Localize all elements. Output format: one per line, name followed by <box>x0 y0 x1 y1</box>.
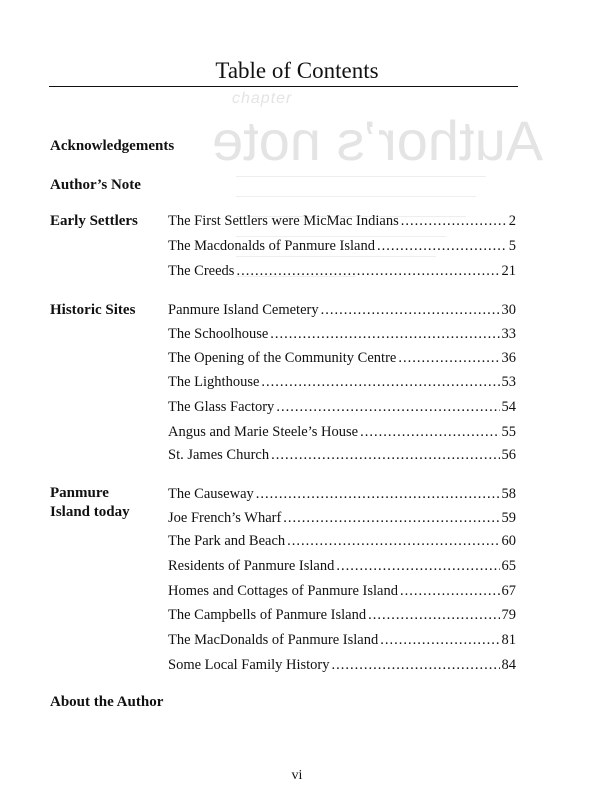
dot-leader <box>283 508 499 528</box>
bleed-through-kicker: chapter <box>232 90 293 107</box>
toc-entry-title: The Park and Beach <box>168 533 286 549</box>
toc-entry <box>168 630 516 650</box>
toc-entry <box>168 422 516 442</box>
dot-leader <box>256 484 500 504</box>
toc-entry-page: 58 <box>501 486 516 502</box>
toc-entry-page: 81 <box>501 632 516 648</box>
toc-entry-page: 67 <box>501 583 516 599</box>
toc-entry-page: 54 <box>501 399 516 415</box>
dot-leader <box>236 261 499 281</box>
dot-leader <box>332 655 500 675</box>
dot-leader <box>360 422 499 442</box>
toc-entry-title: Angus and Marie Steele’s House <box>168 424 359 440</box>
toc-entry <box>168 348 516 368</box>
dot-leader <box>336 556 499 576</box>
toc-entry <box>168 211 516 231</box>
bleed-through-title: Author’s note <box>212 109 544 172</box>
toc-entry-page: 56 <box>501 447 516 463</box>
dot-leader <box>271 445 499 465</box>
toc-entry <box>168 324 516 344</box>
page-title: Table of Contents <box>215 58 379 83</box>
toc-entry <box>168 300 516 320</box>
heading-historic-sites: Historic Sites <box>50 302 136 318</box>
toc-entry-page: 21 <box>501 263 516 279</box>
toc-entry <box>168 445 516 465</box>
toc-entry-page: 59 <box>501 510 516 526</box>
dot-leader <box>401 211 507 231</box>
dot-leader <box>380 630 499 650</box>
toc-entry-page: 30 <box>501 302 516 318</box>
bleed-through-line <box>236 256 436 257</box>
dot-leader <box>261 372 499 392</box>
bleed-through-line <box>236 176 486 177</box>
toc-entry <box>168 236 516 256</box>
toc-entry <box>168 605 516 625</box>
dot-leader <box>398 348 499 368</box>
toc-entry <box>168 372 516 392</box>
toc-entry-title: Panmure Island Cemetery <box>168 302 319 318</box>
heading-authors-note: Author’s Note <box>50 177 141 193</box>
page-number: vi <box>291 768 303 783</box>
dot-leader <box>270 324 499 344</box>
toc-entry-page: 36 <box>501 350 516 366</box>
toc-entry-title: The Lighthouse <box>168 374 260 390</box>
toc-entry-page: 53 <box>501 374 516 390</box>
toc-entry-page: 55 <box>501 424 516 440</box>
dot-leader <box>287 531 499 551</box>
toc-entry-page: 5 <box>508 238 516 254</box>
toc-entry-title: The Macdonalds of Panmure Island <box>168 238 375 254</box>
toc-entry-title: The Campbells of Panmure Island <box>168 607 367 623</box>
toc-entry-title: Joe French’s Wharf <box>168 510 282 526</box>
toc-entry <box>168 261 516 281</box>
dot-leader <box>400 581 500 601</box>
toc-entry-title: St. James Church <box>168 447 270 463</box>
toc-entry <box>168 397 516 417</box>
toc-entry-title: Residents of Panmure Island <box>168 558 335 574</box>
heading-acknowledgements: Acknowledgements <box>50 138 175 154</box>
toc-entry <box>168 581 516 601</box>
toc-entry-title: The Causeway <box>168 486 254 502</box>
toc-entry-page: 33 <box>501 326 516 342</box>
toc-entry <box>168 655 516 675</box>
toc-entry <box>168 531 516 551</box>
toc-entry <box>168 508 516 528</box>
heading-panmure-line1: Panmure <box>50 485 109 501</box>
toc-entry-page: 79 <box>501 607 516 623</box>
dot-leader <box>368 605 499 625</box>
dot-leader <box>377 236 507 256</box>
toc-entry-title: The Schoolhouse <box>168 326 269 342</box>
toc-entry-title: The MacDonalds of Panmure Island <box>168 632 379 648</box>
toc-entry-title: The First Settlers were MicMac Indians <box>168 213 399 229</box>
heading-panmure-line2: Island today <box>50 504 130 520</box>
dot-leader <box>276 397 499 417</box>
toc-entry-title: The Glass Factory <box>168 399 275 415</box>
heading-about-the-author: About the Author <box>50 694 164 710</box>
toc-entry-page: 2 <box>508 213 516 229</box>
toc-entry-page: 60 <box>501 533 516 549</box>
toc-entry-title: The Opening of the Community Centre <box>168 350 397 366</box>
toc-entry-page: 84 <box>501 657 516 673</box>
toc-entry <box>168 484 516 504</box>
title-underline <box>49 86 518 87</box>
heading-early-settlers: Early Settlers <box>50 213 138 229</box>
toc-entry-title: Some Local Family History <box>168 657 330 673</box>
toc-entry-title: Homes and Cottages of Panmure Island <box>168 583 398 599</box>
toc-entry-page: 65 <box>501 558 516 574</box>
bleed-through-line <box>236 196 476 197</box>
dot-leader <box>321 300 500 320</box>
toc-entry <box>168 556 516 576</box>
toc-entry-title: The Creeds <box>168 263 235 279</box>
